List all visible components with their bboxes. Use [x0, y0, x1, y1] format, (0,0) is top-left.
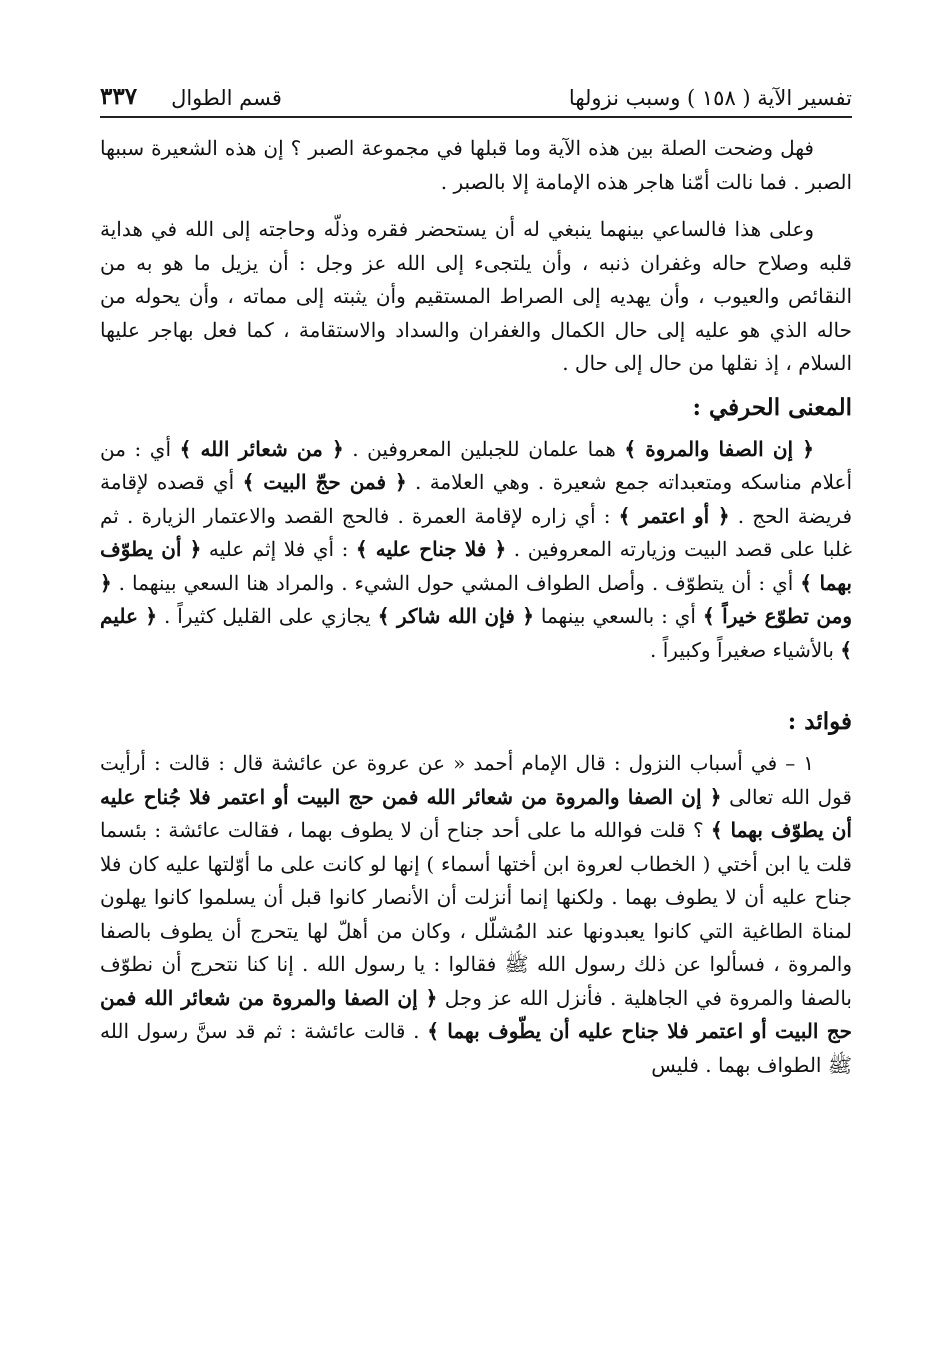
- term-explanation: أي : من أعلام مناسكه ومتعبداته جمع شعيرة . وهي العلامة .: [100, 436, 852, 494]
- term-explanation: هما علمان للجبلين المعروفين .: [343, 436, 625, 461]
- heading-literal-meaning: المعنى الحرفي :: [692, 393, 852, 421]
- quran-term: ﴿ من شعائر الله ﴾: [179, 436, 344, 461]
- term-explanation: بالأشياء صغيراً وكبيراً .: [650, 637, 841, 662]
- narration-text: ١ – في أسباب النزول : قال الإمام أحمد « عن عروة عن عائشة قال : قالت : أرأيت قول الله تعالى: [100, 751, 852, 809]
- quran-term: ﴿ عليم ﴾: [100, 604, 852, 662]
- heading-benefits: فوائد :: [787, 708, 852, 735]
- page-number: ٣٣٧: [100, 83, 138, 110]
- quran-quote: ﴿ إن الصفا والمروة من شعائر الله فمن حج البيت أو اعتمر فلا جناح عليه أن يطّوف بهما ﴾: [100, 985, 852, 1043]
- term-explanation: أي : أن يتطوّف . وأصل الطواف المشي حول الشيء . والمراد هنا السعي بينهما .: [111, 570, 801, 595]
- quran-term: ﴿ أن يطوّف بهما ﴾: [100, 537, 852, 595]
- quran-term: ﴿ فإن الله شاكر ﴾: [377, 604, 534, 628]
- narration-text: ؟ قلت فوالله ما على أحد جناح أن لا يطوف بهما ، فقالت عائشة : بئسما قلت يا ابن أختي ( الخطاب لعروة ابن أختها أسماء ) إنها لو كانت على ما أوّلتها عليه كان فلا جناح عليه أن لا يطوف بهما . ولكنها إنما أنزلت أن الأنصار كانوا قبل أن يسلموا كانوا يهلون لمناة الطاغية التي كانوا يعبدونها عند المُشلّل ، وكان من أهلّ لها يتحرج أن يطوف بالصفا والمروة ، فسألوا عن ذلك رسول الله ﷺ فقالوا : يا رسول الله . إنا كنا نتحرج أن نطوّف بالصفا والمروة في الجاهلية . فأنزل الله عز وجل: [100, 818, 852, 1010]
- term-explanation: أي : بالسعي بينهما: [534, 604, 703, 628]
- paragraph-patience: فهل وضحت الصلة بين هذه الآية وما قبلها في مجموعة الصبر ؟ إن هذه الشعيرة سببها الصبر . فما نالت أمّنا هاجر هذه الإمامة إلا بالصبر .: [100, 136, 852, 194]
- term-explanation: يجازي على القليل كثيراً .: [157, 604, 378, 628]
- paragraph-revelation-cause: [100, 747, 852, 1082]
- term-explanation: : أي فلا إثم عليه: [201, 537, 356, 561]
- section-title: قسم الطوال: [171, 86, 282, 110]
- quran-term: ﴿ إن الصفا والمروة ﴾: [624, 436, 814, 461]
- paragraph-literal-meaning: [100, 433, 852, 668]
- quran-term: ﴿ فلا جناح عليه ﴾: [355, 537, 507, 561]
- paragraph-saee-reflection: وعلى هذا فالساعي بينهما ينبغي له أن يستحضر فقره وذلّه وحاجته إلى الله في هداية قلبه وصلاح حاله وغفران ذنبه ، وأن يلتجىء إلى الله عز وجل : أن يزيل ما هو به من النقائص والعيوب ، وأن يهديه إلى الصراط المستقيم وأن يثبته إلى مماته ، وأن يحوله من حاله الذي هو عليه إلى حال الكمال والغفران والسداد والاستقامة ، كما فعل بهاجر عليها السلام ، إذ نقلها من حال إلى حال .: [100, 217, 852, 375]
- page-header: [100, 0, 852, 118]
- page-body: [100, 118, 852, 1082]
- narration-text: . قالت عائشة : ثم قد سنَّ رسول الله ﷺ الطواف بهما . فليس: [100, 1019, 852, 1077]
- quran-quote: ﴿ إن الصفا والمروة من شعائر الله فمن حج البيت أو اعتمر فلا جُناح عليه أن يطوّف بهما ﴾: [100, 784, 852, 842]
- chapter-title: تفسير الآية ( ١٥٨ ) وسبب نزولها: [568, 86, 852, 110]
- term-explanation: أي قصده لإقامة فريضة الحج .: [100, 470, 852, 528]
- term-explanation: : أي زاره لإقامة العمرة . فالحج القصد والاعتمار الزيارة . ثم غلبا على قصد البيت وزيارته المعروفين .: [100, 503, 852, 561]
- quran-term: ﴿ ومن تطوّع خيراً ﴾: [100, 570, 852, 628]
- quran-term: ﴿ أو اعتمر ﴾: [618, 503, 730, 528]
- quran-term: ﴿ فمن حجّ البيت ﴾: [242, 470, 407, 494]
- header-left-group: [100, 83, 282, 110]
